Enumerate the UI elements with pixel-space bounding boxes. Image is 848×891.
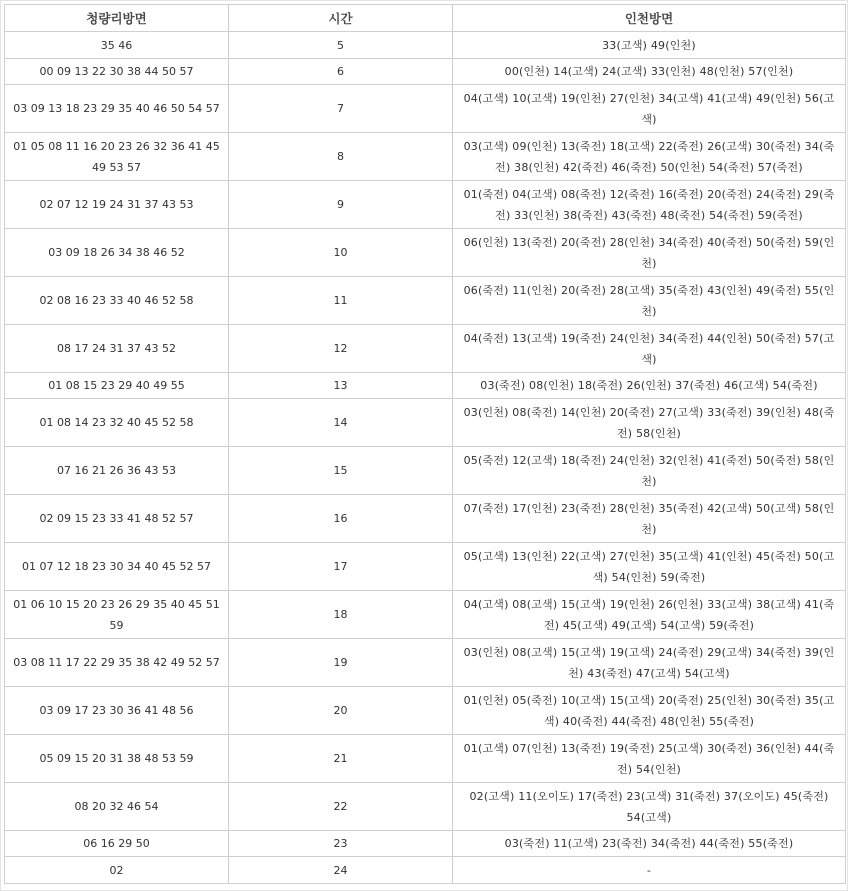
table-row [5,831,846,857]
cheongnyangni-times: 01 07 12 18 23 30 34 40 45 52 57 [5,543,229,591]
table-row [5,857,846,884]
cheongnyangni-times: 01 08 15 23 29 40 49 55 [5,373,229,399]
hour-cell: 5 [229,32,453,59]
table-row [5,399,846,447]
incheon-times: 33(고색) 49(인천) [453,32,846,59]
table-row [5,639,846,687]
incheon-times: 00(인천) 14(고색) 24(고색) 33(인천) 48(인천) 57(인천) [453,59,846,85]
table-row [5,229,846,277]
table-row [5,591,846,639]
table-row [5,325,846,373]
hour-cell: 22 [229,783,453,831]
hour-cell: 9 [229,181,453,229]
table-row [5,32,846,59]
cheongnyangni-times: 08 20 32 46 54 [5,783,229,831]
header-time: 시간 [229,5,453,32]
incheon-times: 05(죽전) 12(고색) 18(죽전) 24(인천) 32(인천) 41(죽전) 50(죽전) 58(인천) [453,447,846,495]
table-row [5,59,846,85]
table-row [5,783,846,831]
table-row [5,277,846,325]
cheongnyangni-times: 35 46 [5,32,229,59]
hour-cell: 12 [229,325,453,373]
incheon-times: 01(인천) 05(죽전) 10(고색) 15(고색) 20(죽전) 25(인천) 30(죽전) 35(고색) 40(죽전) 44(죽전) 48(인천) 55(죽전) [453,687,846,735]
hour-cell: 8 [229,133,453,181]
cheongnyangni-times: 00 09 13 22 30 38 44 50 57 [5,59,229,85]
incheon-times: 07(죽전) 17(인천) 23(죽전) 28(인천) 35(죽전) 42(고색) 50(고색) 58(인천) [453,495,846,543]
cheongnyangni-times: 03 09 18 26 34 38 46 52 [5,229,229,277]
cheongnyangni-times: 03 09 17 23 30 36 41 48 56 [5,687,229,735]
hour-cell: 11 [229,277,453,325]
header-cheongnyangni: 청량리방면 [5,5,229,32]
hour-cell: 20 [229,687,453,735]
cheongnyangni-times: 01 06 10 15 20 23 26 29 35 40 45 51 59 [5,591,229,639]
hour-cell: 21 [229,735,453,783]
hour-cell: 17 [229,543,453,591]
header-row [5,5,846,32]
cheongnyangni-times: 08 17 24 31 37 43 52 [5,325,229,373]
table-row [5,495,846,543]
cheongnyangni-times: 01 08 14 23 32 40 45 52 58 [5,399,229,447]
hour-cell: 6 [229,59,453,85]
incheon-times: 04(죽전) 13(고색) 19(죽전) 24(인천) 34(죽전) 44(인천) 50(죽전) 57(고색) [453,325,846,373]
cheongnyangni-times: 06 16 29 50 [5,831,229,857]
hour-cell: 16 [229,495,453,543]
incheon-times: 03(인천) 08(죽전) 14(인천) 20(죽전) 27(고색) 33(죽전) 39(인천) 48(죽전) 58(인천) [453,399,846,447]
cheongnyangni-times: 02 09 15 23 33 41 48 52 57 [5,495,229,543]
incheon-times: 03(죽전) 08(인천) 18(죽전) 26(인천) 37(죽전) 46(고색) 54(죽전) [453,373,846,399]
hour-cell: 19 [229,639,453,687]
hour-cell: 14 [229,399,453,447]
incheon-times: 03(고색) 09(인천) 13(죽전) 18(고색) 22(죽전) 26(고색) 30(죽전) 34(죽전) 38(인천) 42(죽전) 46(죽전) 50(인천) 54(죽전) 57(죽전) [453,133,846,181]
timetable-body [5,32,846,884]
cheongnyangni-times: 03 08 11 17 22 29 35 38 42 49 52 57 [5,639,229,687]
hour-cell: 24 [229,857,453,884]
hour-cell: 18 [229,591,453,639]
incheon-times: 06(인천) 13(죽전) 20(죽전) 28(인천) 34(죽전) 40(죽전) 50(죽전) 59(인천) [453,229,846,277]
table-row [5,181,846,229]
incheon-times: 04(고색) 10(고색) 19(인천) 27(인천) 34(고색) 41(고색) 49(인천) 56(고색) [453,85,846,133]
header-incheon: 인천방면 [453,5,846,32]
table-row [5,85,846,133]
table-row [5,687,846,735]
table-row [5,735,846,783]
cheongnyangni-times: 02 08 16 23 33 40 46 52 58 [5,277,229,325]
cheongnyangni-times: 01 05 08 11 16 20 23 26 32 36 41 45 49 53 57 [5,133,229,181]
incheon-times: 01(죽전) 04(고색) 08(죽전) 12(죽전) 16(죽전) 20(죽전) 24(죽전) 29(죽전) 33(인천) 38(죽전) 43(죽전) 48(죽전) 54(죽전) 59(죽전) [453,181,846,229]
cheongnyangni-times: 03 09 13 18 23 29 35 40 46 50 54 57 [5,85,229,133]
cheongnyangni-times: 07 16 21 26 36 43 53 [5,447,229,495]
cheongnyangni-times: 05 09 15 20 31 38 48 53 59 [5,735,229,783]
incheon-times: 01(고색) 07(인천) 13(죽전) 19(죽전) 25(고색) 30(죽전) 36(인천) 44(죽전) 54(인천) [453,735,846,783]
incheon-times: 04(고색) 08(고색) 15(고색) 19(인천) 26(인천) 33(고색) 38(고색) 41(죽전) 45(고색) 49(고색) 54(고색) 59(죽전) [453,591,846,639]
incheon-times: 02(고색) 11(오이도) 17(죽전) 23(고색) 31(죽전) 37(오이도) 45(죽전) 54(고색) [453,783,846,831]
incheon-times: 05(고색) 13(인천) 22(고색) 27(인천) 35(고색) 41(인천) 45(죽전) 50(고색) 54(인천) 59(죽전) [453,543,846,591]
incheon-times: 06(죽전) 11(인천) 20(죽전) 28(고색) 35(죽전) 43(인천) 49(죽전) 55(인천) [453,277,846,325]
subway-timetable [4,4,846,884]
table-row [5,543,846,591]
incheon-times: - [453,857,846,884]
hour-cell: 13 [229,373,453,399]
cheongnyangni-times: 02 07 12 19 24 31 37 43 53 [5,181,229,229]
incheon-times: 03(죽전) 11(고색) 23(죽전) 34(죽전) 44(죽전) 55(죽전) [453,831,846,857]
cheongnyangni-times: 02 [5,857,229,884]
hour-cell: 23 [229,831,453,857]
table-row [5,373,846,399]
table-row [5,133,846,181]
incheon-times: 03(인천) 08(고색) 15(고색) 19(고색) 24(죽전) 29(고색) 34(죽전) 39(인천) 43(죽전) 47(고색) 54(고색) [453,639,846,687]
table-row [5,447,846,495]
hour-cell: 10 [229,229,453,277]
hour-cell: 7 [229,85,453,133]
hour-cell: 15 [229,447,453,495]
